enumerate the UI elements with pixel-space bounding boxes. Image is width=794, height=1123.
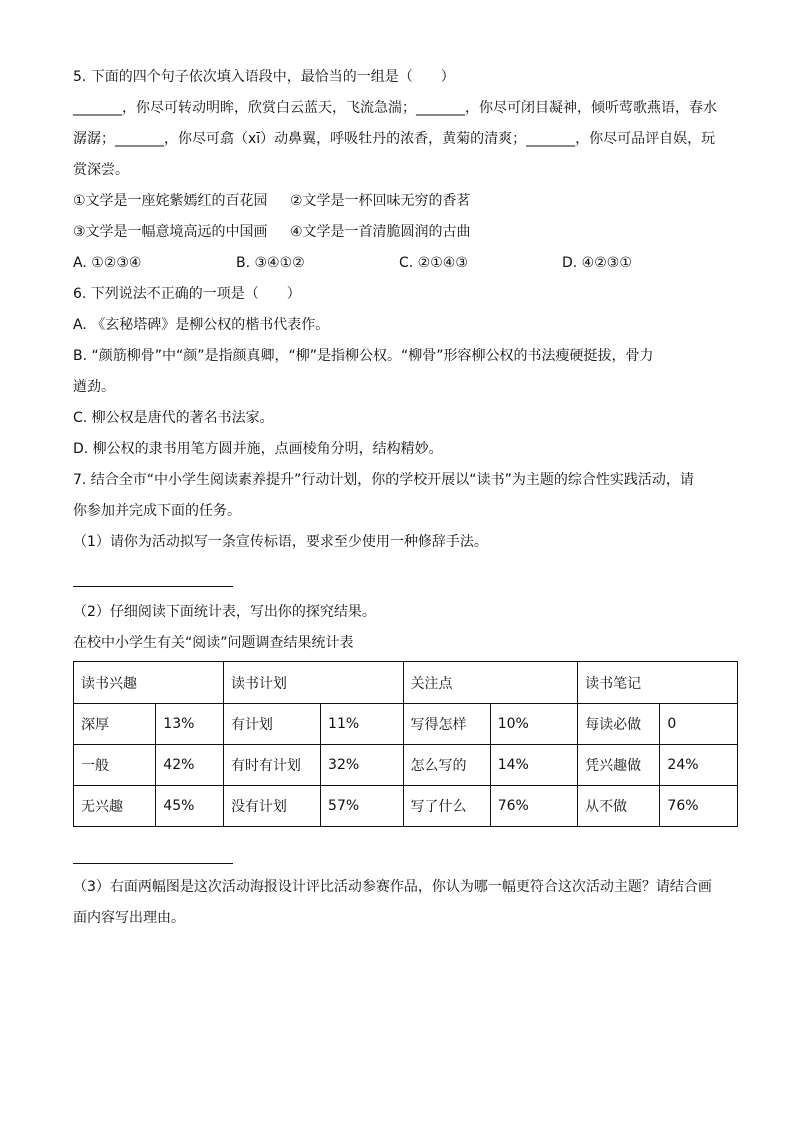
table-cell: 13% bbox=[156, 704, 224, 745]
q5-option-a: A. ①②③④ bbox=[73, 255, 142, 271]
answer-line[interactable] bbox=[73, 849, 233, 864]
q6-option-d: D. 柳公权的隶书用笔方圆并施，点画棱角分明，结构精妙。 bbox=[73, 441, 443, 457]
table-row bbox=[74, 786, 738, 827]
table-header: 关注点 bbox=[403, 662, 578, 704]
q5-items-row bbox=[73, 186, 723, 217]
q5-passage-line: _______，你尽可转动明眸，欣赏白云蓝天，飞流急湍；_______，你尽可闭目凝神，倾听莺歌燕语，春水 bbox=[73, 100, 717, 116]
table-cell: 从不做 bbox=[578, 786, 660, 827]
table-cell: 写得怎样 bbox=[403, 704, 490, 745]
q5-passage-line: 潺潺；_______，你尽可翕（xī）动鼻翼，呼吸牡丹的浓香，黄菊的清爽；_______，你尽可品评自娱，玩 bbox=[73, 131, 716, 147]
table-cell: 76% bbox=[490, 786, 577, 827]
q7-sub3: （3）右面两幅图是这次活动海报设计评比活动参赛作品，你认为哪一幅更符合这次活动主题？请结合画 bbox=[73, 879, 712, 895]
table-cell: 11% bbox=[321, 704, 403, 745]
q5-stem: 5. 下面的四个句子依次填入语段中，最恰当的一组是（ ） bbox=[73, 69, 455, 85]
table-row bbox=[74, 704, 738, 745]
q6-option-b-cont: 遒劲。 bbox=[73, 379, 115, 395]
exam-page bbox=[73, 62, 723, 934]
table-cell: 写了什么 bbox=[403, 786, 490, 827]
table-cell: 10% bbox=[490, 704, 577, 745]
q7-sub3-cont: 面内容写出理由。 bbox=[73, 910, 185, 926]
table-cell: 有计划 bbox=[223, 704, 320, 745]
table-cell: 怎么写的 bbox=[403, 745, 490, 786]
q5-item: ③文学是一幅意境高远的中国画 bbox=[73, 224, 268, 240]
q7-sub2: （2）仔细阅读下面统计表，写出你的探究结果。 bbox=[73, 604, 376, 620]
table-cell: 一般 bbox=[74, 745, 156, 786]
survey-table bbox=[73, 661, 738, 827]
table-cell: 没有计划 bbox=[223, 786, 320, 827]
q6-option-a: A. 《玄秘塔碑》是柳公权的楷书代表作。 bbox=[73, 317, 330, 333]
q7-sub1: （1）请你为活动拟写一条宣传标语，要求至少使用一种修辞手法。 bbox=[73, 534, 488, 550]
table-cell: 32% bbox=[321, 745, 403, 786]
table-cell: 14% bbox=[490, 745, 577, 786]
q5-option-d: D. ④②③① bbox=[562, 255, 632, 271]
table-row bbox=[74, 745, 738, 786]
table-header: 读书计划 bbox=[223, 662, 403, 704]
q7-stem: 7. 结合全市“中小学生阅读素养提升”行动计划，你的学校开展以“读书”为主题的综合性实践活动，请 bbox=[73, 472, 694, 488]
q6-option-c: C. 柳公权是唐代的著名书法家。 bbox=[73, 410, 274, 426]
q5-option-c: C. ②①④③ bbox=[399, 255, 468, 271]
table-cell: 76% bbox=[660, 786, 738, 827]
table-header: 读书兴趣 bbox=[74, 662, 224, 704]
q6-option-b: B. “颜筋柳骨”中“颜”是指颜真卿，“柳”是指柳公权。“柳骨”形容柳公权的书法瘦硬挺拔，骨力 bbox=[73, 348, 654, 364]
table-cell: 45% bbox=[156, 786, 224, 827]
table-cell: 24% bbox=[660, 745, 738, 786]
table-cell: 深厚 bbox=[74, 704, 156, 745]
q5-options bbox=[73, 248, 723, 279]
table-cell: 42% bbox=[156, 745, 224, 786]
q5-item: ②文学是一杯回味无穷的香茗 bbox=[290, 193, 471, 209]
q5-option-b: B. ③④①② bbox=[236, 255, 305, 271]
table-cell: 凭兴趣做 bbox=[578, 745, 660, 786]
table-cell: 0 bbox=[660, 704, 738, 745]
table-cell: 每读必做 bbox=[578, 704, 660, 745]
table-cell: 无兴趣 bbox=[74, 786, 156, 827]
table-cell: 57% bbox=[321, 786, 403, 827]
q5-item: ④文学是一首清脆圆润的古曲 bbox=[290, 224, 471, 240]
q6-stem: 6. 下列说法不正确的一项是（ ） bbox=[73, 286, 301, 302]
table-title: 在校中小学生有关“阅读”问题调查结果统计表 bbox=[73, 635, 354, 651]
table-cell: 有时有计划 bbox=[223, 745, 320, 786]
table-header-row bbox=[74, 662, 738, 704]
answer-line[interactable] bbox=[73, 572, 233, 587]
q7-stem-cont: 你参加并完成下面的任务。 bbox=[73, 503, 241, 519]
q5-items-row bbox=[73, 217, 723, 248]
table-header: 读书笔记 bbox=[578, 662, 738, 704]
q5-item: ①文学是一座姹紫嫣红的百花园 bbox=[73, 193, 268, 209]
q5-passage-line: 赏深尝。 bbox=[73, 162, 129, 178]
